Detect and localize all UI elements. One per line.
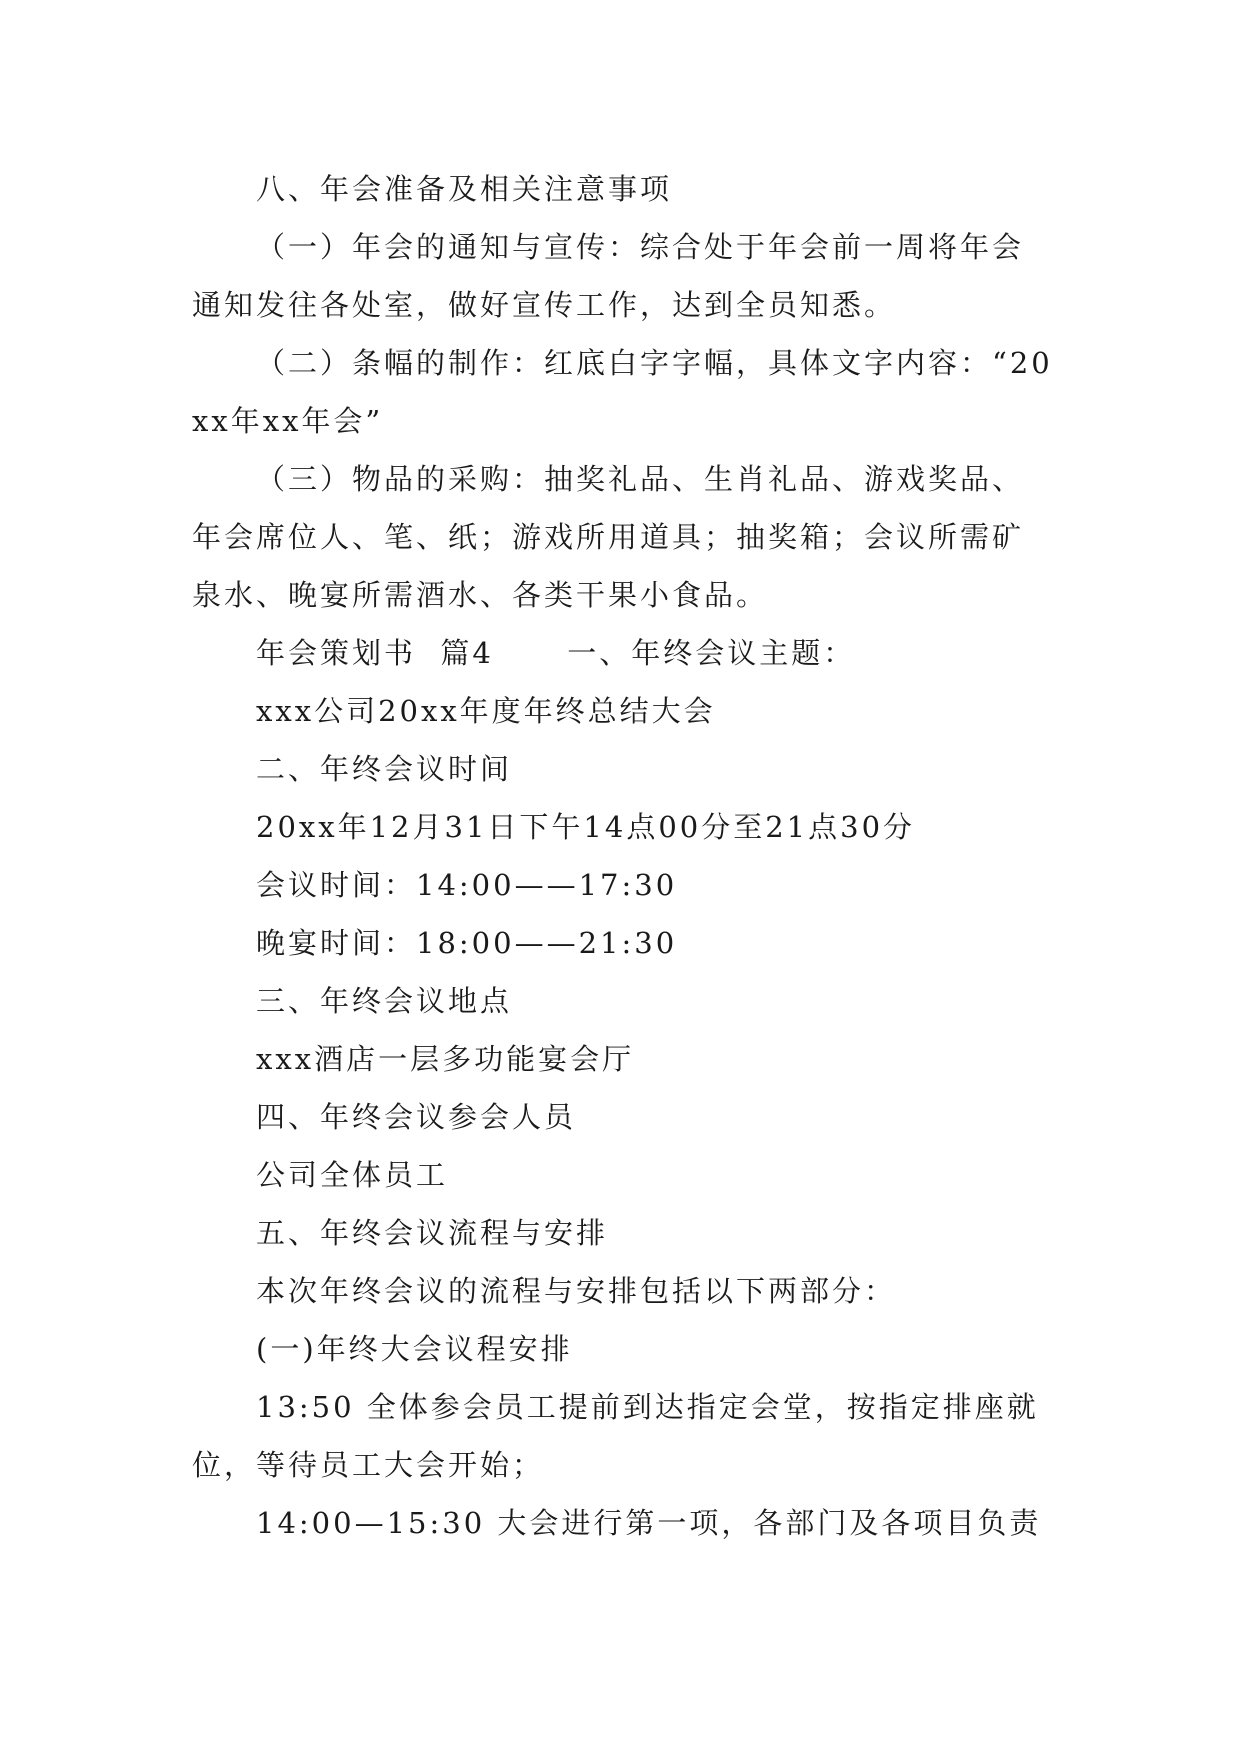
- paragraph-process-intro: 本次年终会议的流程与安排包括以下两部分：: [256, 1274, 897, 1308]
- document-body: [192, 160, 1054, 1552]
- paragraph-purchase: （三）物品的采购：抽奖礼品、生肖礼品、游戏奖品、年会席位人、笔、纸；游戏所用道具；抽奖箱；会议所需矿泉水、晚宴所需酒水、各类干果小食品。: [192, 462, 1025, 612]
- paragraph-date: 20xx年12月31日下午14点00分至21点30分: [256, 810, 916, 844]
- paragraph-notice: （一）年会的通知与宣传：综合处于年会前一周将年会通知发往各处室，做好宣传工作，达到全员知悉。: [192, 230, 1025, 322]
- paragraph-meeting-time: 会议时间：14:00——17:30: [256, 868, 678, 902]
- paragraph-theme: xxx公司20xx年度年终总结大会: [256, 694, 716, 728]
- subheading-agenda: (一)年终大会议程安排: [256, 1332, 573, 1366]
- section-heading-plan-4: 年会策划书 篇4 一、年终会议主题：: [256, 636, 856, 670]
- paragraph-agenda-1350: 13:50 全体参会员工提前到达指定会堂，按指定排座就位，等待员工大会开始；: [192, 1390, 1039, 1482]
- paragraph-dinner-time: 晚宴时间：18:00——21:30: [256, 926, 678, 960]
- paragraph-agenda-1400: 14:00—15:30 大会进行第一项，各部门及各项目负责: [256, 1506, 1042, 1540]
- paragraph-banner: （二）条幅的制作：红底白字字幅，具体文字内容：“20xx年xx年会”: [192, 346, 1053, 438]
- section-heading-attendees: 四、年终会议参会人员: [256, 1100, 577, 1134]
- section-heading-time: 二、年终会议时间: [256, 752, 513, 786]
- section-heading-process: 五、年终会议流程与安排: [256, 1216, 609, 1250]
- paragraph-attendees: 公司全体员工: [256, 1158, 449, 1192]
- section-heading-preparation: 八、年会准备及相关注意事项: [256, 172, 673, 206]
- section-heading-location: 三、年终会议地点: [256, 984, 513, 1018]
- paragraph-location: xxx酒店一层多功能宴会厅: [256, 1042, 635, 1076]
